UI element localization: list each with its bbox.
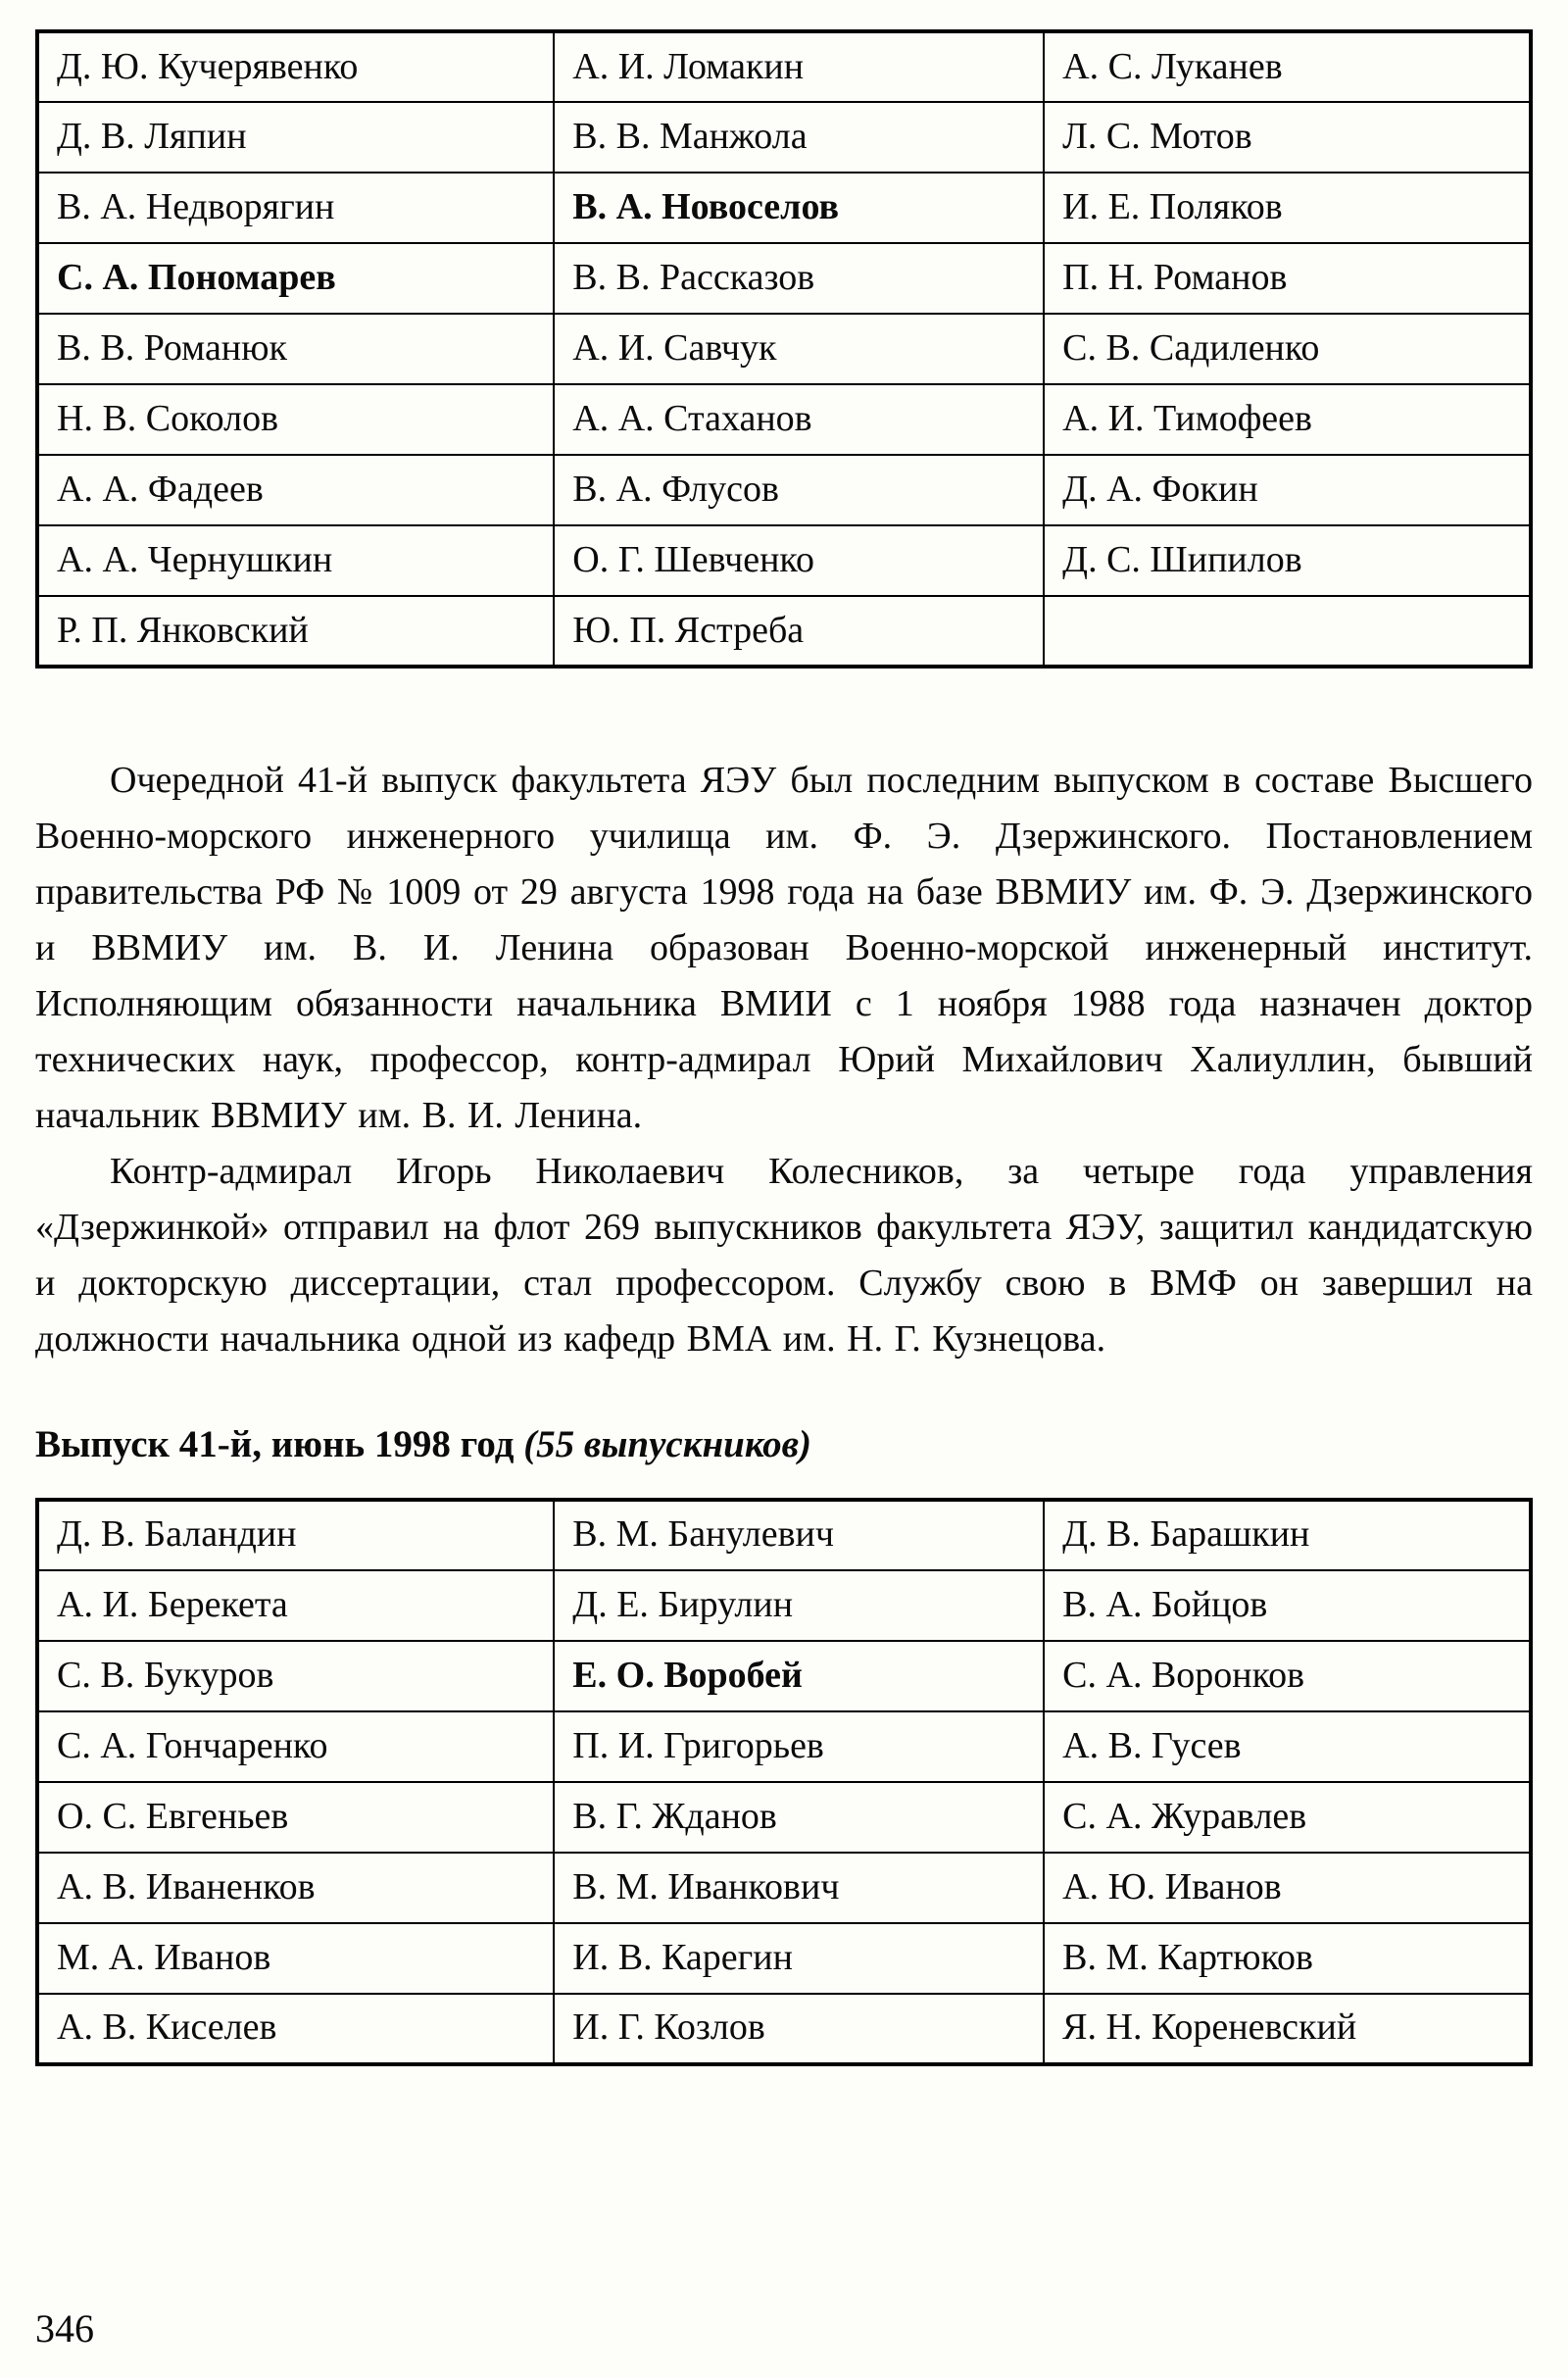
table-row xyxy=(37,1500,1531,1570)
graduate-name-cell: П. И. Григорьев xyxy=(554,1711,1044,1782)
graduate-name-cell: С. А. Гончаренко xyxy=(37,1711,554,1782)
graduate-name-cell: Д. Ю. Кучерявенко xyxy=(37,31,554,102)
graduate-name-cell: О. Г. Шевченко xyxy=(554,525,1044,596)
table-row xyxy=(37,455,1531,525)
graduate-name-cell: А. А. Стаханов xyxy=(554,384,1044,455)
graduate-name-cell: Д. В. Барашкин xyxy=(1044,1500,1531,1570)
graduate-name-cell: В. М. Банулевич xyxy=(554,1500,1044,1570)
graduate-name-cell: А. И. Берекета xyxy=(37,1570,554,1641)
graduate-name-cell: Д. В. Баландин xyxy=(37,1500,554,1570)
graduate-name-cell: Н. В. Соколов xyxy=(37,384,554,455)
graduate-name-cell: В. А. Недворягин xyxy=(37,173,554,243)
graduate-name-cell: А. А. Чернушкин xyxy=(37,525,554,596)
graduate-name-cell: В. А. Новоселов xyxy=(554,173,1044,243)
table-row xyxy=(37,243,1531,314)
graduate-name-cell: А. И. Савчук xyxy=(554,314,1044,384)
graduate-name-cell: А. Ю. Иванов xyxy=(1044,1853,1531,1923)
table-row xyxy=(37,1923,1531,1994)
graduate-name-cell: С. В. Садиленко xyxy=(1044,314,1531,384)
table-row xyxy=(37,102,1531,173)
graduate-name-cell: Д. В. Ляпин xyxy=(37,102,554,173)
graduate-name-cell: В. В. Манжола xyxy=(554,102,1044,173)
graduate-name-cell: В. М. Иванкович xyxy=(554,1853,1044,1923)
table-row xyxy=(37,1711,1531,1782)
graduate-name-cell: Е. О. Воробей xyxy=(554,1641,1044,1711)
table-row xyxy=(37,1994,1531,2064)
graduates-table-top xyxy=(35,29,1533,669)
graduate-name-cell: С. В. Букуров xyxy=(37,1641,554,1711)
graduate-name-cell: И. Г. Козлов xyxy=(554,1994,1044,2064)
table-row xyxy=(37,1641,1531,1711)
table-row xyxy=(37,596,1531,667)
table-row xyxy=(37,173,1531,243)
graduate-name-cell: С. А. Журавлев xyxy=(1044,1782,1531,1853)
table-row xyxy=(37,384,1531,455)
graduate-name-cell: Я. Н. Кореневский xyxy=(1044,1994,1531,2064)
graduate-name-cell: А. В. Иваненков xyxy=(37,1853,554,1923)
graduate-name-cell: Д. Е. Бирулин xyxy=(554,1570,1044,1641)
graduate-name-cell: Л. С. Мотов xyxy=(1044,102,1531,173)
graduate-name-cell: В. Г. Жданов xyxy=(554,1782,1044,1853)
graduate-name-cell: Ю. П. Ястреба xyxy=(554,596,1044,667)
graduate-name-cell: С. А. Пономарев xyxy=(37,243,554,314)
graduate-name-cell: В. А. Флусов xyxy=(554,455,1044,525)
graduate-name-cell: В. В. Романюк xyxy=(37,314,554,384)
graduate-name-cell: В. В. Рассказов xyxy=(554,243,1044,314)
graduate-name-cell: П. Н. Романов xyxy=(1044,243,1531,314)
graduate-name-cell: А. И. Ломакин xyxy=(554,31,1044,102)
graduate-name-cell: С. А. Воронков xyxy=(1044,1641,1531,1711)
graduates-table-bottom xyxy=(35,1498,1533,2066)
graduate-name-cell: Д. А. Фокин xyxy=(1044,455,1531,525)
body-text xyxy=(35,753,1533,1367)
graduate-name-cell: А. И. Тимофеев xyxy=(1044,384,1531,455)
graduate-name-cell: М. А. Иванов xyxy=(37,1923,554,1994)
graduate-name-cell: Д. С. Шипилов xyxy=(1044,525,1531,596)
section-heading xyxy=(35,1422,1533,1468)
table-row xyxy=(37,1782,1531,1853)
heading-graduate-count: (55 выпускников) xyxy=(523,1423,812,1465)
paragraph-history: Очередной 41-й выпуск факультета ЯЭУ был последним выпуском в составе Высшего Военно-морского инженерного училища им. Ф. Э. Дзержинского. Постановлением правительства РФ № 1009 от 29 августа 1998 года на базе ВВМИУ им. Ф. Э. Дзержинского и ВВМИУ им. В. И. Ленина образован Военно-морской инженерный институт. Исполняющим обязанности начальника ВМИИ с 1 ноября 1988 года назначен доктор технических наук, профессор, контр-адмирал Юрий Михайлович Халиуллин, бывший начальник ВВМИУ им. В. И. Ленина. xyxy=(35,760,1533,1136)
graduate-name-cell: В. М. Картюков xyxy=(1044,1923,1531,1994)
graduate-name-cell: И. Е. Поляков xyxy=(1044,173,1531,243)
table-row xyxy=(37,1853,1531,1923)
graduate-name-cell: А. С. Луканев xyxy=(1044,31,1531,102)
page-number: 346 xyxy=(35,2306,94,2351)
table-row xyxy=(37,525,1531,596)
paragraph-kolesnikov: Контр-адмирал Игорь Николаевич Колесников, за четыре года управления «Дзержинкой» отправил на флот 269 выпускников факультета ЯЭУ, защитил кандидатскую и докторскую диссертации, стал профессором. Службу свою в ВМФ он завершил на должности начальника одной из кафедр ВМА им. Н. Г. Кузнецова. xyxy=(35,1151,1533,1360)
graduate-name-cell: А. В. Киселев xyxy=(37,1994,554,2064)
table-row xyxy=(37,31,1531,102)
table-row xyxy=(37,314,1531,384)
graduate-name-cell: О. С. Евгеньев xyxy=(37,1782,554,1853)
graduate-name-cell xyxy=(1044,596,1531,667)
table-row xyxy=(37,1570,1531,1641)
graduate-name-cell: Р. П. Янковский xyxy=(37,596,554,667)
heading-title: Выпуск 41-й, июнь 1998 год xyxy=(35,1423,524,1465)
graduate-name-cell: И. В. Карегин xyxy=(554,1923,1044,1994)
graduate-name-cell: В. А. Бойцов xyxy=(1044,1570,1531,1641)
graduate-name-cell: А. В. Гусев xyxy=(1044,1711,1531,1782)
graduate-name-cell: А. А. Фадеев xyxy=(37,455,554,525)
